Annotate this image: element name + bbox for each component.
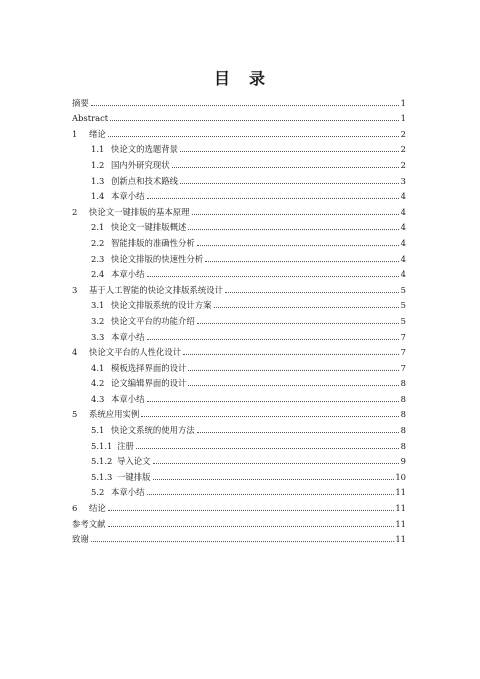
toc-entry-label: 模板选择界面的设计: [111, 362, 187, 373]
toc-entry-page: 11: [395, 534, 406, 545]
toc-entry-label: 绪论: [89, 128, 106, 139]
toc-entry-label: 快论文平台的人性化设计: [89, 347, 182, 358]
toc-entry-page: 1: [400, 113, 406, 124]
toc-entry[interactable]: [72, 513, 406, 529]
toc-entry-page: 11: [395, 518, 406, 529]
toc-entry-number: 1.4: [91, 191, 105, 202]
toc-entry-page: 9: [400, 456, 406, 467]
toc-entry-page: 8: [400, 378, 406, 389]
toc-entry[interactable]: [72, 357, 406, 373]
toc-dot-leader: [192, 213, 400, 215]
page-title: [0, 66, 480, 89]
toc-entry-page: 8: [400, 393, 406, 404]
toc-entry[interactable]: [72, 170, 406, 186]
toc-dot-leader: [205, 260, 399, 262]
toc-dot-leader: [147, 400, 400, 402]
toc-entry-label: 本章小结: [111, 487, 145, 498]
toc-entry-number: 3: [72, 284, 78, 295]
toc-dot-leader: [214, 306, 400, 308]
toc-entry-label: 本章小结: [111, 191, 145, 202]
toc-dot-leader: [188, 384, 399, 386]
toc-entry-label: 摘要: [72, 97, 89, 108]
toc-entry-label: 一键排版: [117, 471, 151, 482]
toc-entry-page: 4: [400, 222, 406, 233]
toc-entry-label: 本章小结: [111, 269, 145, 280]
toc-entry[interactable]: [72, 108, 406, 124]
toc-dot-leader: [147, 197, 400, 199]
toc-dot-leader: [108, 135, 399, 137]
toc-entry-label: 创新点和技术路线: [111, 175, 178, 186]
toc-dot-leader: [197, 322, 399, 324]
toc-entry-number: 4.2: [91, 378, 105, 389]
toc-entry[interactable]: [72, 310, 406, 326]
toc-entry-page: 7: [400, 362, 406, 373]
toc-entry-page: 8: [400, 425, 406, 436]
toc-entry-page: 1: [400, 97, 406, 108]
toc-dot-leader: [180, 150, 399, 152]
toc-entry-label: 导入论文: [117, 456, 151, 467]
toc-entry[interactable]: [72, 92, 406, 108]
toc-entry[interactable]: [72, 264, 406, 280]
toc-entry-page: 4: [400, 269, 406, 280]
title-char-2: 录: [249, 69, 267, 88]
toc-entry-page: 5: [400, 315, 406, 326]
toc-entry-number: 1.3: [91, 175, 105, 186]
toc-dot-leader: [197, 431, 399, 433]
toc-dot-leader: [108, 525, 395, 527]
toc-entry[interactable]: [72, 139, 406, 155]
toc-entry-label: 快论文系统的使用方法: [111, 425, 195, 436]
toc-entry-label: 基于人工智能的快论文排版系统设计: [89, 284, 223, 295]
toc-entry-page: 4: [400, 253, 406, 264]
toc-entry[interactable]: [72, 123, 406, 139]
toc-entry-number: 5.1.2: [91, 456, 113, 467]
toc-entry-page: 11: [395, 503, 406, 514]
toc-entry-label: 快论文一键排版概述: [111, 222, 187, 233]
toc-entry-page: 4: [400, 237, 406, 248]
toc-entry-number: 3.2: [91, 315, 105, 326]
toc-entry[interactable]: [72, 279, 406, 295]
toc-entry-label: 本章小结: [111, 393, 145, 404]
toc-entry-label: 快论文排版系统的设计方案: [111, 300, 212, 311]
toc-entry-page: 7: [400, 347, 406, 358]
toc-entry-number: 2.3: [91, 253, 105, 264]
toc-dot-leader: [180, 182, 399, 184]
toc-entry[interactable]: [72, 232, 406, 248]
toc-entry[interactable]: [72, 404, 406, 420]
toc-entry[interactable]: [72, 326, 406, 342]
toc-entry-label: 致谢: [72, 534, 89, 545]
toc-entry-number: 2.1: [91, 222, 105, 233]
toc-dot-leader: [141, 415, 399, 417]
toc-entry-page: 2: [400, 159, 406, 170]
toc-entry-label: 系统应用实例: [89, 409, 140, 420]
toc-entry[interactable]: [72, 451, 406, 467]
toc-dot-leader: [136, 447, 399, 449]
toc-dot-leader: [108, 509, 395, 511]
toc-dot-leader: [110, 119, 399, 121]
toc-entry[interactable]: [72, 154, 406, 170]
toc-entry[interactable]: [72, 186, 406, 202]
toc-dot-leader: [147, 275, 400, 277]
toc-entry-number: 1.2: [91, 159, 105, 170]
toc-dot-leader: [147, 493, 395, 495]
toc-entry-page: 5: [400, 284, 406, 295]
toc-entry-number: 4.3: [91, 393, 105, 404]
toc-entry-label: 论文编辑界面的设计: [111, 378, 187, 389]
toc-entry-label: 快论文平台的功能介绍: [111, 315, 195, 326]
toc-entry-page: 3: [400, 175, 406, 186]
title-char-1: 目: [213, 69, 231, 88]
toc-entry[interactable]: [72, 388, 406, 404]
toc-entry-number: 5: [72, 409, 78, 420]
toc-entry-number: 1.1: [91, 144, 105, 155]
toc-dot-leader: [153, 462, 400, 464]
toc-entry-page: 2: [400, 128, 406, 139]
toc-entry-number: 2: [72, 206, 78, 217]
toc-entry-page: 5: [400, 300, 406, 311]
toc-dot-leader: [183, 353, 399, 355]
toc-entry-label: Abstract: [72, 113, 109, 124]
toc-entry-number: 4: [72, 347, 78, 358]
toc-entry-number: 5.1: [91, 425, 105, 436]
toc-entry[interactable]: [72, 201, 406, 217]
toc-dot-leader: [197, 244, 399, 246]
toc-entry-label: 智能排版的准确性分析: [111, 237, 195, 248]
toc-entry[interactable]: [72, 529, 406, 545]
toc-entry-page: 8: [400, 409, 406, 420]
toc-dot-leader: [188, 228, 399, 230]
toc-entry-label: 快论文排版的快速性分析: [111, 253, 204, 264]
toc-entry[interactable]: [72, 342, 406, 358]
toc-entry[interactable]: [72, 466, 406, 482]
toc-entry-page: 11: [395, 487, 406, 498]
toc-entry-label: 快论文一键排版的基本原理: [89, 206, 190, 217]
toc-entry[interactable]: [72, 419, 406, 435]
toc-entry-number: 4.1: [91, 362, 105, 373]
toc-entry-number: 5.1.3: [91, 471, 113, 482]
toc-dot-leader: [225, 291, 399, 293]
toc-entry-label: 注册: [117, 440, 134, 451]
toc-entry-number: 3.3: [91, 331, 105, 342]
toc-entry[interactable]: [72, 248, 406, 264]
toc-entry[interactable]: [72, 497, 406, 513]
toc-entry[interactable]: [72, 295, 406, 311]
toc-dot-leader: [153, 478, 395, 480]
toc-dot-leader: [91, 540, 395, 542]
toc-entry-number: 5.1.1: [91, 440, 113, 451]
toc-entry-page: 10: [395, 471, 406, 482]
toc-entry[interactable]: [72, 435, 406, 451]
toc-entry-page: 4: [400, 191, 406, 202]
toc-entry-label: 本章小结: [111, 331, 145, 342]
toc-entry-page: 7: [400, 331, 406, 342]
toc-dot-leader: [147, 338, 400, 340]
toc-entry-number: 1: [72, 128, 78, 139]
toc-entry-number: 3.1: [91, 300, 105, 311]
table-of-contents: [72, 92, 406, 544]
toc-entry-number: 2.4: [91, 269, 105, 280]
toc-entry-label: 参考文献: [72, 518, 106, 529]
toc-entry-number: 2.2: [91, 237, 105, 248]
toc-entry-number: 5.2: [91, 487, 105, 498]
toc-entry-label: 结论: [89, 503, 106, 514]
toc-entry-page: 8: [400, 440, 406, 451]
toc-entry-page: 2: [400, 144, 406, 155]
toc-entry[interactable]: [72, 217, 406, 233]
toc-entry-label: 国内外研究现状: [111, 159, 170, 170]
toc-dot-leader: [91, 104, 399, 106]
toc-dot-leader: [188, 369, 399, 371]
toc-entry[interactable]: [72, 482, 406, 498]
toc-entry[interactable]: [72, 373, 406, 389]
toc-entry-number: 6: [72, 503, 78, 514]
toc-dot-leader: [172, 166, 399, 168]
toc-entry-page: 4: [400, 206, 406, 217]
toc-entry-label: 快论文的选题背景: [111, 144, 178, 155]
